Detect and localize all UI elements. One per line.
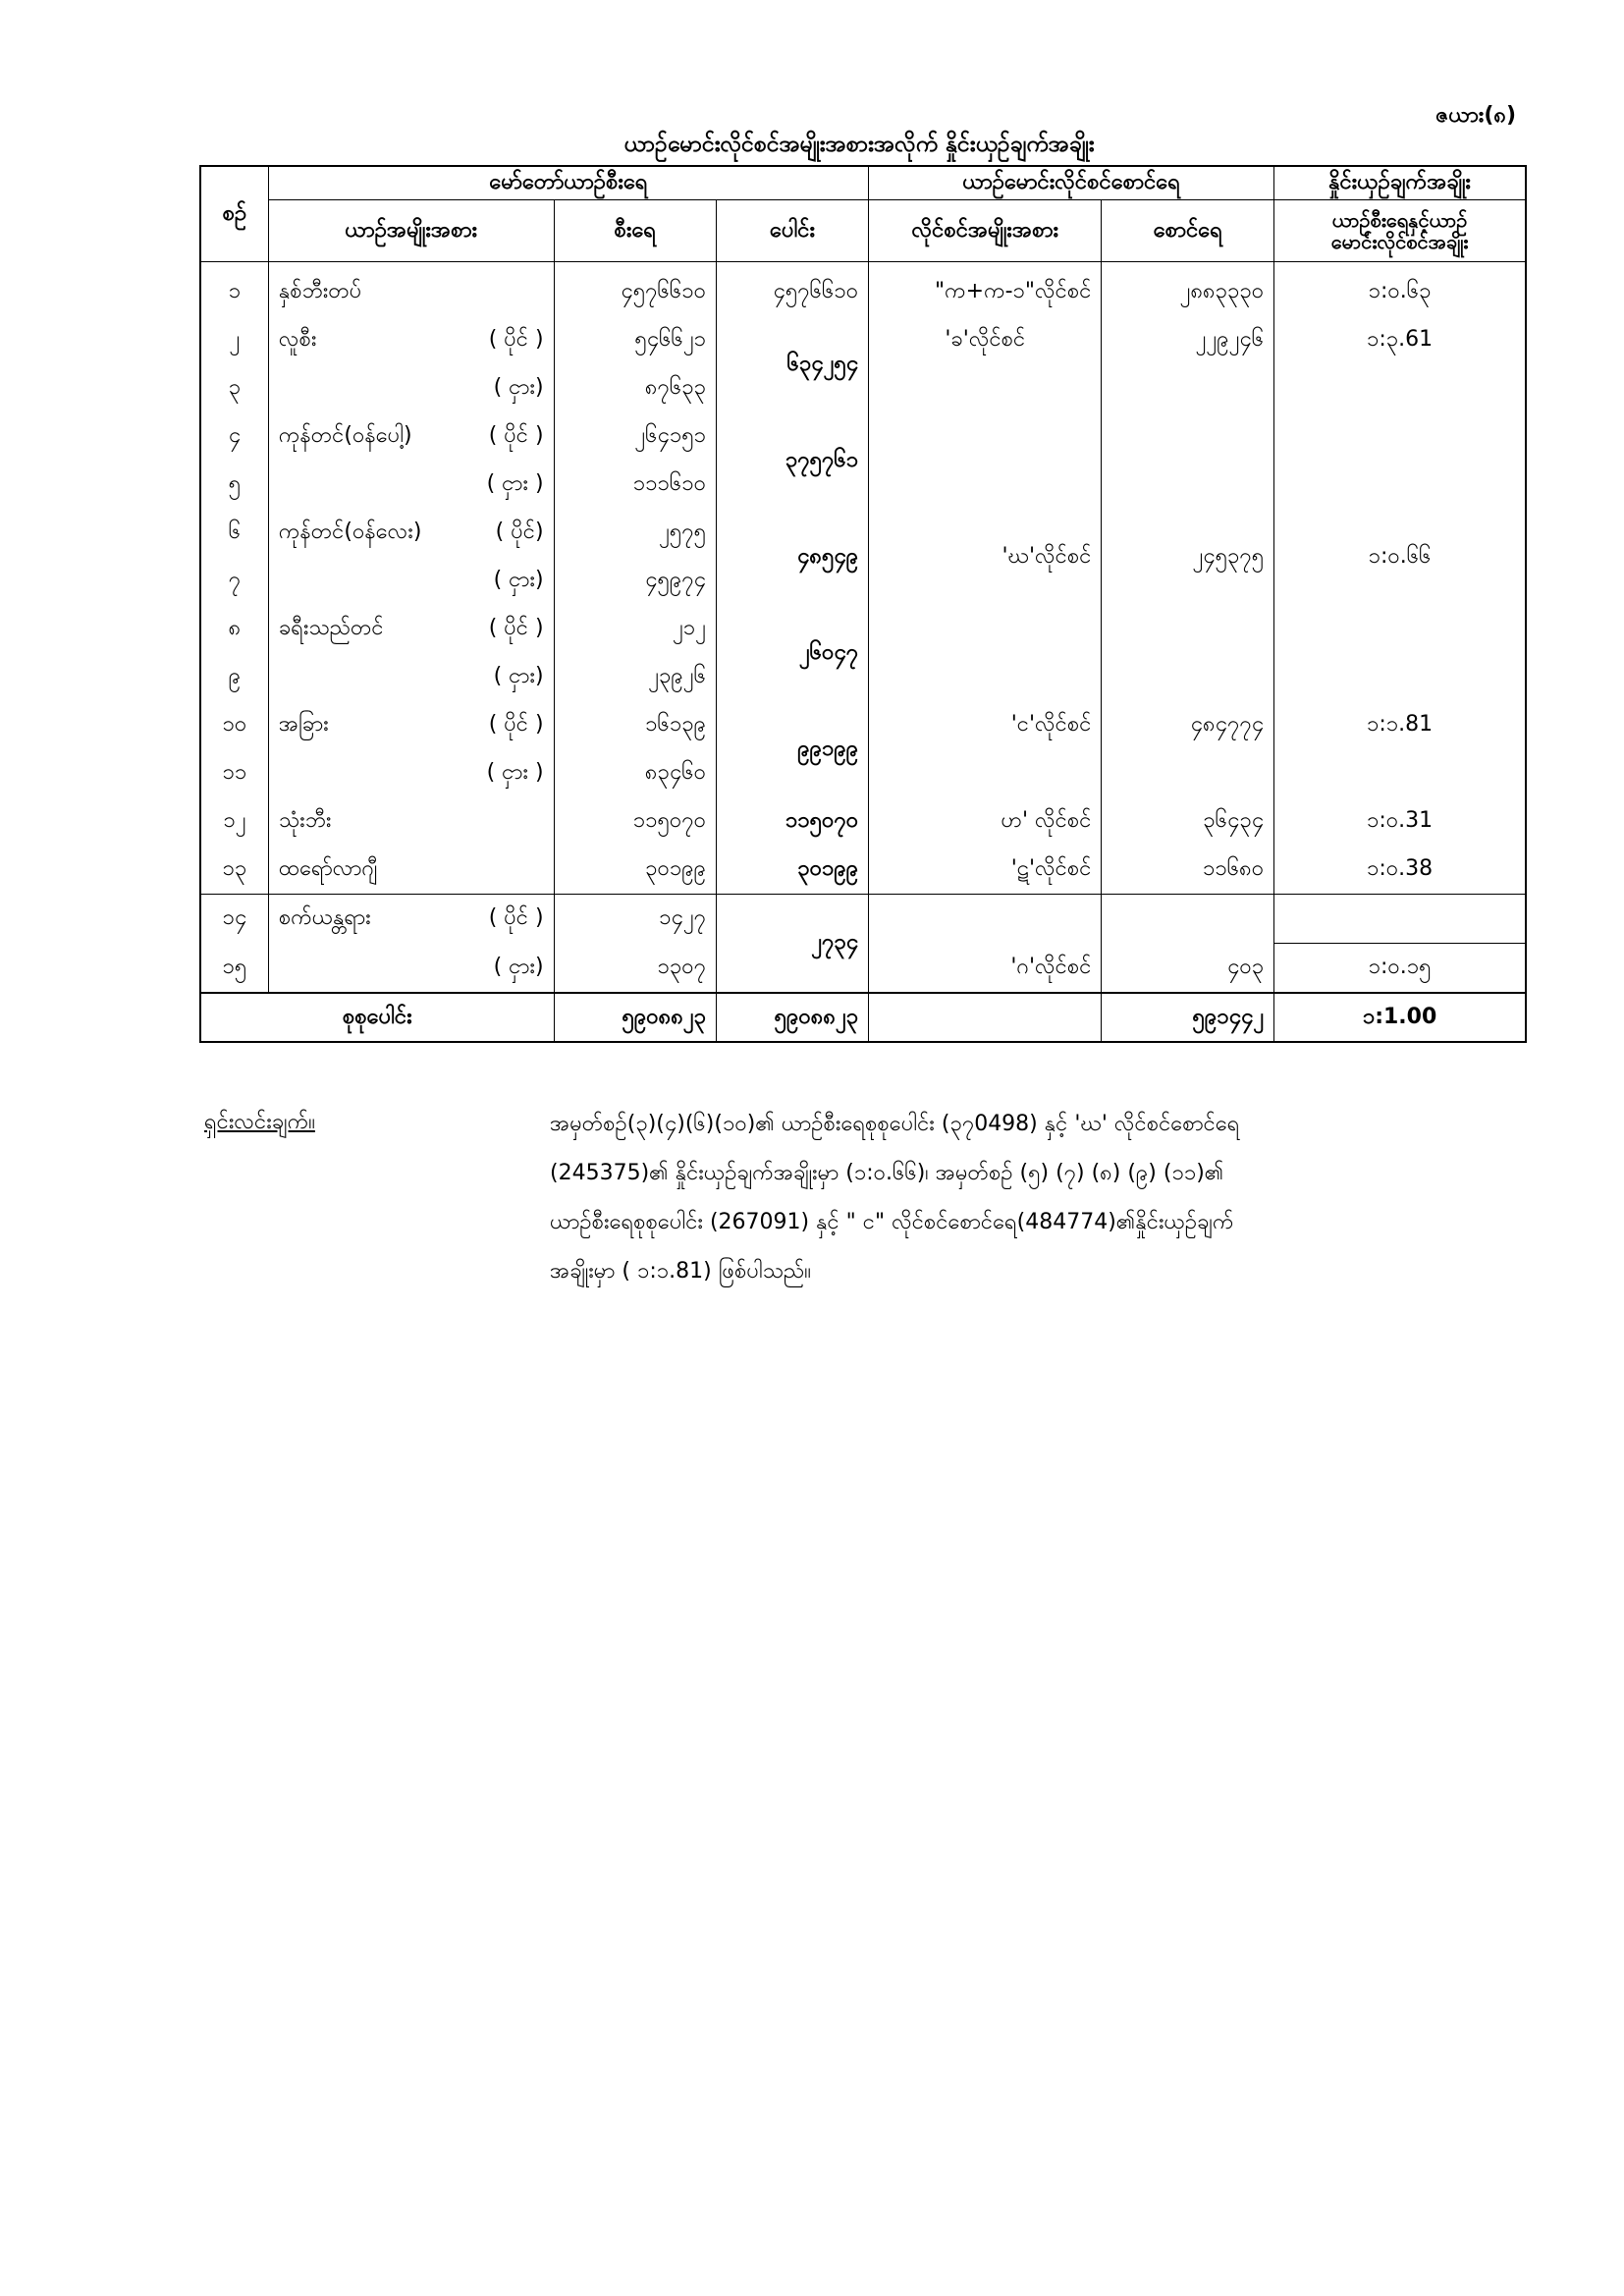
header-license-type: လိုင်စင်အမျိုးအစား <box>869 200 1102 262</box>
row-license-count: ၄၈၄၇၇၄ <box>1102 701 1274 797</box>
row-type-sub: ( ငှား) <box>493 954 544 979</box>
row-type-sub: ( ငှား) <box>493 375 544 400</box>
row-ratio: ၁:၀.၆၆ <box>1274 412 1526 701</box>
row-no: ၄ <box>200 412 268 461</box>
row-license-type: 'ဋ'လိုင်စင် <box>869 846 1102 895</box>
table-row <box>200 701 1526 749</box>
row-ratio: ၁:၀.၆၃ <box>1274 262 1526 317</box>
row-ratio: ၁:၀.38 <box>1274 846 1526 895</box>
totals-license-empty <box>869 993 1102 1042</box>
row-ratio: ၁:၀.၁၅ <box>1274 944 1526 994</box>
header-vehicle-type: ယာဉ်အမျိုးအစား <box>268 200 554 262</box>
row-ratio: ၁:၀.31 <box>1274 797 1526 846</box>
row-count: ၂၁၂ <box>554 605 716 653</box>
table-row <box>200 262 1526 317</box>
header-count: စီးရေ <box>554 200 716 262</box>
row-type <box>268 412 554 461</box>
row-license-count: ၄၀၃ <box>1102 895 1274 994</box>
row-type-sub: ( ငှား ) <box>486 760 544 785</box>
row-total: ၃၀၁၉၉ <box>717 846 869 895</box>
row-total: ၂၆၀၄၇ <box>717 605 869 701</box>
row-license-count: ၂၂၉၂၄၆ <box>1102 316 1274 412</box>
row-license-type: 'ခ'လိုင်စင် <box>869 316 1102 412</box>
row-count: ၅၄၆၆၂၁ <box>554 316 716 364</box>
row-license-type: "က+က-၁"လိုင်စင် <box>869 262 1102 317</box>
row-type <box>268 797 554 846</box>
header-group-ratio: နှိုင်းယှဉ်ချက်အချိုး <box>1274 166 1526 200</box>
row-type-sub: ( ပိုင် ) <box>488 423 544 448</box>
header-total: ပေါင်း <box>717 200 869 262</box>
row-count: ၂၃၉၂၆ <box>554 653 716 701</box>
totals-license-count: ၅၉၁၄၄၂ <box>1102 993 1274 1042</box>
table-row <box>200 316 1526 364</box>
table-title: ယာဉ်မောင်းလိုင်စင်အမျိုးအစားအလိုက် နှိုင်းယှဉ်ချက်အချိုး <box>623 132 1095 157</box>
notes-text <box>550 1100 1492 1296</box>
row-no: ၅ <box>200 461 268 509</box>
row-total: ၃၇၅၇၆၁ <box>717 412 869 509</box>
row-type <box>268 509 554 557</box>
row-license-type: 'င'လိုင်စင် <box>869 701 1102 797</box>
row-no: ၁၁ <box>200 749 268 797</box>
row-type <box>268 605 554 653</box>
row-type <box>268 557 554 605</box>
table-row <box>200 412 1526 461</box>
totals-total: ၅၉၀၈၈၂၃ <box>717 993 869 1042</box>
row-no: ၁၂ <box>200 797 268 846</box>
row-type <box>268 701 554 749</box>
row-ratio: ၁:၃.61 <box>1274 316 1526 412</box>
row-no: ၃ <box>200 364 268 412</box>
totals-label: စုစုပေါင်း <box>200 993 554 1042</box>
row-license-type: 'ဃ'လိုင်စင် <box>869 412 1102 701</box>
license-ratio-table <box>199 165 1527 1043</box>
row-no: ၁၄ <box>200 895 268 944</box>
row-no: ၁ <box>200 262 268 317</box>
row-total: ၉၉၁၉၉ <box>717 701 869 797</box>
header-group-license: ယာဉ်မောင်းလိုင်စင်စောင်ရေ <box>869 166 1274 200</box>
row-total: ၁၁၅၀၇၀ <box>717 797 869 846</box>
row-count: ၈၇၆၃၃ <box>554 364 716 412</box>
row-type-name: သုံးဘီး <box>278 808 332 833</box>
row-type-name: အခြား <box>278 712 329 737</box>
row-type-sub: ( ပိုင် ) <box>488 616 544 640</box>
row-type <box>268 364 554 412</box>
row-type-sub: ( ပိုင် ) <box>488 712 544 737</box>
row-count: ၃၀၁၉၉ <box>554 846 716 895</box>
annex-label: ဇယား(၈) <box>1435 103 1516 128</box>
row-no: ၇ <box>200 557 268 605</box>
row-no: ၁၃ <box>200 846 268 895</box>
notes-line: အမှတ်စဉ်(၃)(၄)(၆)(၁၀)၏ ယာဉ်စီးရေစုစုပေါင်း (၃၇0498) နှင့် 'ဃ' လိုင်စင်စောင်ရေ <box>550 1112 1240 1136</box>
row-type <box>268 653 554 701</box>
row-count: ၁၁၅၀၇၀ <box>554 797 716 846</box>
row-license-count: ၃၆၄၃၄ <box>1102 797 1274 846</box>
table-row <box>200 895 1526 944</box>
row-type-sub: ( ပိုင် ) <box>488 327 544 352</box>
row-count: ၁၄၂၇ <box>554 895 716 944</box>
row-type-sub: ( ငှား) <box>493 568 544 592</box>
notes-line: အချိုးမှာ ( ၁:၁.81) ဖြစ်ပါသည်။ <box>550 1259 811 1284</box>
row-no: ၁၅ <box>200 944 268 994</box>
row-type-name: ကုန်တင်(ဝန်လေး) <box>278 519 422 544</box>
row-license-count: ၂၈၈၃၃၃၀ <box>1102 262 1274 317</box>
header-ratio-line2: မောင်းလိုင်စင်အချိုး <box>1330 230 1469 253</box>
notes-line: ယာဉ်စီးရေစုစုပေါင်း (267091) နှင့် " င" လိုင်စင်စောင်ရေ(484774)၏နှိုင်းယှဉ်ချက် <box>550 1210 1234 1234</box>
row-count: ၂၆၄၁၅၁ <box>554 412 716 461</box>
row-type <box>268 749 554 797</box>
header-ratio-line1: ယာဉ်စီးရေနှင့်ယာဉ် <box>1331 208 1468 232</box>
row-total: ၂၇၃၄ <box>717 895 869 994</box>
header-license-count: စောင်ရေ <box>1102 200 1274 262</box>
notes-line: (245375)၏ နှိုင်းယှဉ်ချက်အချိုးမှာ (၁:၀.၆၆)၊ အမှတ်စဉ် (၅) (၇) (၈) (၉) (၁၁)၏ <box>550 1161 1224 1185</box>
table-row <box>200 797 1526 846</box>
row-type-sub: ( ပိုင်) <box>495 519 544 544</box>
row-type <box>268 846 554 895</box>
row-no: ၁၀ <box>200 701 268 749</box>
row-no: ၂ <box>200 316 268 364</box>
row-type-sub: ( ငှား) <box>493 664 544 688</box>
row-no: ၉ <box>200 653 268 701</box>
totals-count: ၅၉၀၈၈၂၃ <box>554 993 716 1042</box>
row-count: ၂၅၇၅ <box>554 509 716 557</box>
row-license-count: ၁၁၆၈၀ <box>1102 846 1274 895</box>
header-serial: စဉ် <box>200 166 268 262</box>
row-type-name: စက်ယန္တရား <box>278 905 371 931</box>
row-type <box>268 944 554 994</box>
row-total: ၄၈၅၄၉ <box>717 509 869 605</box>
row-type-name: ကုန်တင်(ဝန်ပေါ့) <box>278 423 412 448</box>
row-count: ၄၅၉၇၄ <box>554 557 716 605</box>
row-type-name: နှစ်ဘီးတပ် <box>278 279 362 303</box>
header-ratio <box>1274 200 1526 262</box>
row-type-sub: ( ငှား ) <box>486 471 544 496</box>
table-row <box>200 846 1526 895</box>
row-license-count: ၂၄၅၃၇၅ <box>1102 412 1274 701</box>
row-count: ၄၅၇၆၆၁၀ <box>554 262 716 317</box>
row-type <box>268 461 554 509</box>
totals-ratio: ၁:1.00 <box>1274 993 1526 1042</box>
row-total: ၆၃၄၂၅၄ <box>717 316 869 412</box>
row-total: ၄၅၇၆၆၁၀ <box>717 262 869 317</box>
notes-label: ရှင်းလင်းချက်။ <box>204 1110 315 1134</box>
row-count: ၈၃၄၆၀ <box>554 749 716 797</box>
row-no: ၆ <box>200 509 268 557</box>
row-type <box>268 895 554 944</box>
totals-row <box>200 993 1526 1042</box>
row-type-name: ထရော်လာဂျီ <box>278 856 378 881</box>
row-count: ၁၃၀၇ <box>554 944 716 994</box>
row-type-name: ခရီးသည်တင် <box>278 616 384 640</box>
row-type-name: လူစီး <box>278 327 317 352</box>
row-type-sub: ( ပိုင် ) <box>488 905 544 931</box>
row-license-type: ဟ' လိုင်စင် <box>869 797 1102 846</box>
row-license-type: 'ဂ'လိုင်စင် <box>869 895 1102 994</box>
row-count: ၁၁၁၆၁၀ <box>554 461 716 509</box>
row-ratio: ၁:၁.81 <box>1274 701 1526 797</box>
row-type <box>268 316 554 364</box>
row-no: ၈ <box>200 605 268 653</box>
header-group-registered: မော်တော်ယာဉ်စီးရေ <box>268 166 868 200</box>
row-count: ၁၆၁၃၉ <box>554 701 716 749</box>
row-type <box>268 262 554 317</box>
row-ratio-empty <box>1274 895 1526 944</box>
